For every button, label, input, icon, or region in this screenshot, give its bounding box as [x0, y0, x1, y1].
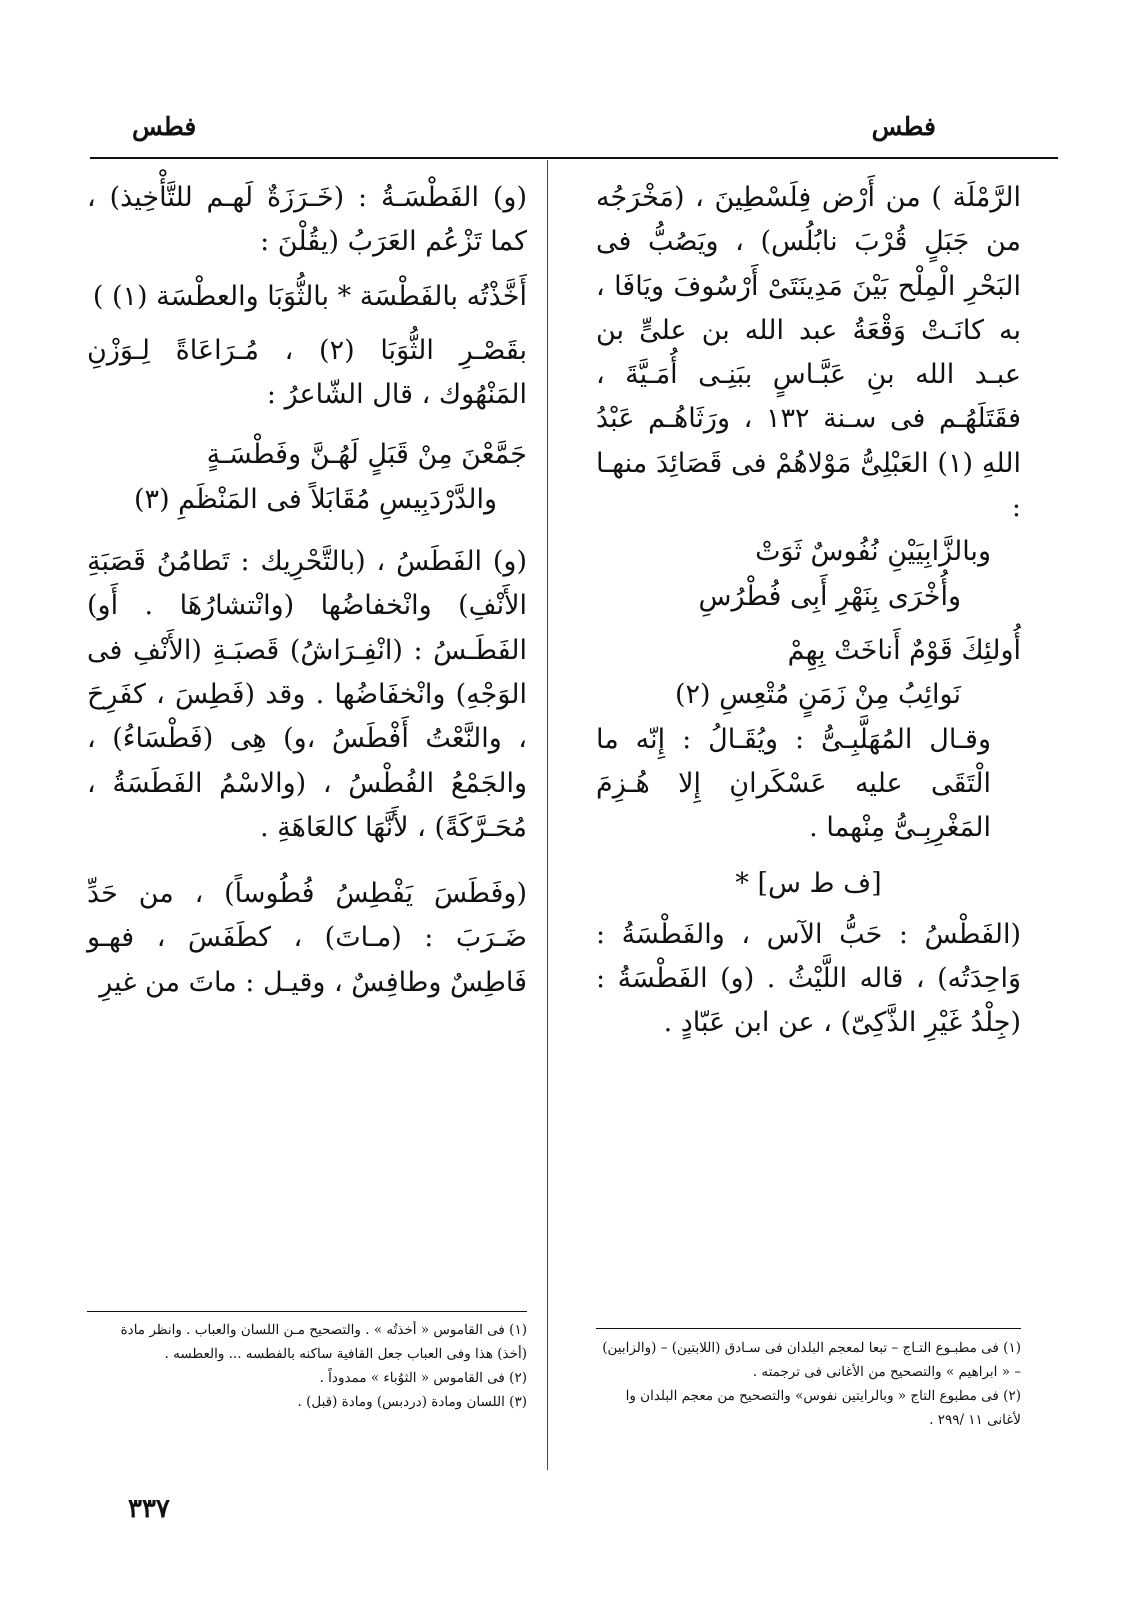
footnote-rule-right [596, 1328, 1021, 1329]
left-para-4: (وفَطَسَ يَفْطِسُ فُطُوساً) ، من حَدِّ ضَـرَبَ : (مـاتَ) ، كطَفَسَ ، فهـو فَاطِسٌ وطافِسٌ ، وقيـل : ماتَ من غيرِ [87, 878, 527, 998]
right-verse-1 [596, 530, 1021, 619]
left-verse-2 [87, 433, 527, 522]
verse-line: نَوائِبُ مِنْ زَمَنٍ مُتْعِسِ (٢) [674, 679, 961, 711]
entry-heading: [ف ط س] * [735, 868, 882, 900]
verse-line: جَمَّعْنَ مِنْ قَبَلٍ لَهُـنَّ وفَطْسَـةٍ [206, 439, 527, 471]
footnote-rule-left [87, 1311, 527, 1312]
verse-line: وبالزَّابِيَيْنِ نُفُوسٌ ثَوَتْ [755, 536, 991, 568]
header-rule [90, 157, 1058, 159]
footnote: (١) فى القاموس « أخذتُه » . والتصحيح مـن اللسان والعباب . وانظر مادة (أخذ) هذا وفى العباب جعل القافية ساكنه بالفطسه ... والعطسه . [120, 1322, 527, 1362]
column-divider [547, 160, 548, 1470]
right-para-3: (الفَطْسُ : حَبُّ الآس ، والفَطْسَةُ : وَاحِدَتُه) ، قاله اللَّيْثُ . (و) الفَطْسَةُ : (جِلْدُ غَيْرِ الذَّكِىّ) ، عن ابن عَبّادٍ . [596, 918, 1021, 1039]
footnotes-right [596, 1336, 1021, 1432]
right-column [596, 176, 1021, 1046]
left-para-2: بقَصْـرِ الثُّوَبَا (٢) ، مُـرَاعَاةً لِـوَزْنِ المَنْهُوك ، قال الشّاعرُ : [87, 334, 527, 411]
right-verse-2 [596, 629, 1021, 718]
footnote: (٢) فى مطبوع التاج « وبالرايتين نفوس» والتصحيح من معجم البلدان وا لأغانى ١١ /٢٩٩ . [625, 1388, 1021, 1428]
verse-line: والدَّرْدَبِيسِ مُقَابَلاً فى المَنْظَمِ (٣) [134, 483, 497, 515]
footnote: (٢) فى القاموس « الثوُباء » ممدوداً . [319, 1370, 527, 1386]
left-para-3: (و) الفَطَسُ ، (بالتَّحْرِيك : تَطامُنُ قَصَبَةِ الأَنْفِ) وانْخفاضُها (وانْتشارُهَا . أَو) الفَطَـسُ : (انْفِـرَاشُ) قَصبَـةِ (الأَنْفِ فى الوَجْهِ) وانْخفَاضُها . وقد (فَطِسَ ، كفَرِحَ ، والنَّعْتُ أَفْطَسُ ،و) هِى (فَطْسَاءُ) ، والجَمْعُ الفُطْسُ ، (والاسْمُ الفَطَسَةُ ، مُحَـرَّكَةً) ، لأَنَّهَا كالعَاهَةِ . [87, 546, 527, 843]
footnotes-left [87, 1318, 527, 1414]
left-verse-1 [87, 275, 527, 319]
page-header-left: فطس [132, 112, 197, 141]
verse-line: وأُخْرَى بِنَهْرِ أَبِى فُطْرُسِ [698, 580, 961, 612]
footnote: (٣) اللسان ومادة (دردبس) ومادة (قبل) . [297, 1394, 527, 1410]
right-para-2: وقـال المُهَلَّبِـىُّ : ويُقَـالُ : إِنّه ما الْتَقَى عليه عَسْكَرانِ إِلا هُـزِمَ المَغْرِبِـىُّ مِنْهما . [596, 723, 991, 844]
left-column [87, 176, 527, 1005]
page-number: ٣٣٧ [128, 1494, 170, 1524]
left-para-1: (و) الفَطْسَـةُ : (خَـرَزَةٌ لَهـم للتَّأْخِيذ) ، كما تَزْعُم العَرَبُ (يقُلْنَ : [87, 182, 527, 258]
right-para-1: الرَّمْلَة ) من أَرْض فِلَسْطِينَ ، (مَخْرَجُه من جَبَلٍ قُرْبَ نابُلُس) ، ويَصُبُّ فى البَحْرِ الْمِلْح بَيْنَ مَدِينَتَىْ أَرْسُوفَ ويَافَا ، به كانَـتْ وَقْعَةُ عبد الله بن علىٍّ بن عبـد الله بنِ عَبَّـاسٍ ببَنِـى أُمَـيَّةَ ، فقَتَلَهُـم فى سـنة ١٣٢ ، ورَثَاهُـم عَبْدُ اللهِ (١) العَبْلِىُّ مَوْلاهُمْ فى قَصَائِدَ منهـا : [596, 182, 1022, 524]
footnote: (١) فى مطبـوع التـاج – تبعا لمعجم البلدان فى سـادق (اللابتين) – (والزابين) – « ابراهيم » والتصحيح من الأغانى فى ترجمته . [602, 1340, 1021, 1380]
page-header-right: فطس [871, 112, 936, 141]
verse-line: أَخَّذْتُه بالفَطْسَة * بالثُّوَبَا والعطْسَة (١) ) [92, 280, 527, 312]
verse-line: أُولئِكَ قَوْمٌ أَناخَتْ بِهِمْ [787, 634, 1021, 666]
